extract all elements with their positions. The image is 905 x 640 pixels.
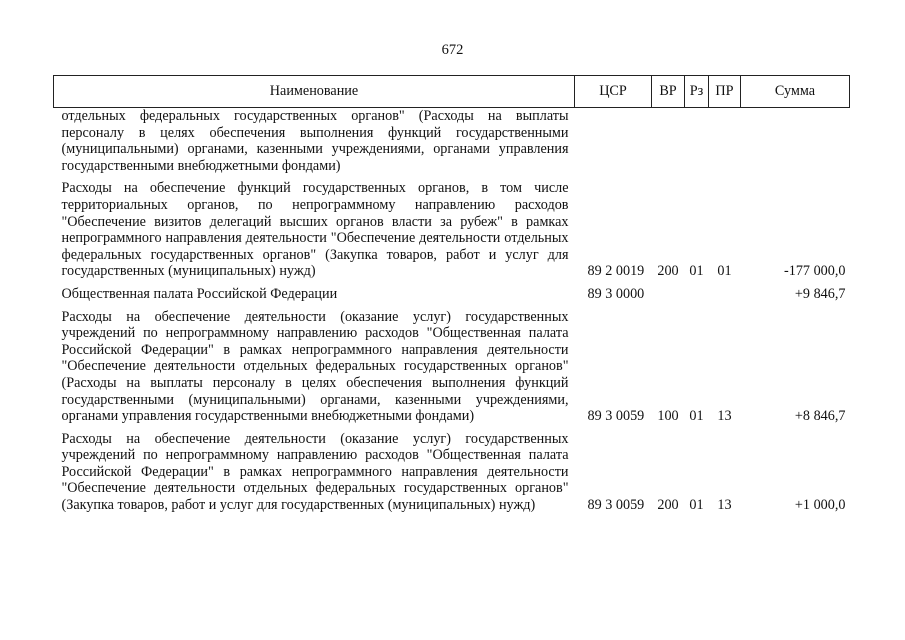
row-name: отдельных федеральных государственных органов" (Расходы на выплаты персоналу в целях обеспечения выполнения функций государственными (муниципальными) органами, казенными учреждениями, органами управления государственными внебюджетными фондами) <box>61 108 569 174</box>
table-row <box>54 280 850 303</box>
row-rz: 01 <box>689 497 704 514</box>
row-rz <box>685 280 709 303</box>
row-sum: +8 846,7 <box>794 408 846 425</box>
row-vr <box>652 108 685 175</box>
row-sum <box>741 108 850 175</box>
row-name: Общественная палата Российской Федерации <box>61 285 338 302</box>
row-vr: 200 <box>657 263 679 280</box>
row-pr <box>709 108 741 175</box>
page-number: 672 <box>441 42 464 58</box>
row-rz: 01 <box>689 408 704 425</box>
row-csr: 89 2 0019 <box>587 263 645 280</box>
row-csr <box>575 108 652 175</box>
row-rz <box>685 108 709 175</box>
row-sum: +1 000,0 <box>794 497 846 514</box>
row-sum: -177 000,0 <box>784 263 846 280</box>
table-header-row <box>54 76 850 108</box>
table-row <box>54 425 850 514</box>
row-name: Расходы на обеспечение функций государственных органов, в том числе территориальных органов, по непрограммному направлению расходов "Обеспечение визитов делегаций высших органов власти за рубеж" в рамках непрограммного направления деятельности "Обеспечение деятельности отдельных федеральных государственных органов" (Закупка товаров, работ и услуг для государственных (муниципальных) нужд) <box>61 180 569 280</box>
row-csr: 89 3 0059 <box>587 497 645 514</box>
header-pr: ПР <box>709 76 741 108</box>
row-pr: 01 <box>717 263 732 280</box>
table-row <box>54 108 850 175</box>
row-vr: 100 <box>657 408 679 425</box>
header-rz: Рз <box>685 76 709 108</box>
budget-table <box>53 75 850 514</box>
table-row <box>54 174 850 280</box>
row-name: Расходы на обеспечение деятельности (оказание услуг) государственных учреждений по непрограммному направлению расходов "Общественная палата Российской Федерации" в рамках непрограммного направления деятельности "Обеспечение деятельности отдельных федеральных государственных органов" (Закупка товаров, работ и услуг для государственных (муниципальных) нужд) <box>61 430 569 514</box>
header-sum: Сумма <box>741 76 850 108</box>
row-rz: 01 <box>689 263 704 280</box>
row-vr: 200 <box>657 497 679 514</box>
table-row <box>54 303 850 425</box>
row-csr: 89 3 0000 <box>587 285 645 302</box>
row-sum: +9 846,7 <box>794 285 846 302</box>
row-pr: 13 <box>717 497 732 514</box>
row-pr: 13 <box>717 408 732 425</box>
row-pr <box>709 280 741 303</box>
row-csr: 89 3 0059 <box>587 408 645 425</box>
row-name: Расходы на обеспечение деятельности (оказание услуг) государственных учреждений по непрограммному направлению расходов "Общественная палата Российской Федерации" в рамках непрограммного направления деятельности "Обеспечение деятельности отдельных федеральных государственных органов" (Расходы на выплаты персоналу в целях обеспечения выполнения функций государственными (муниципальными) органами, казенными учреждениями, органами управления государственными внебюджетными фондами) <box>61 308 569 425</box>
row-vr <box>652 280 685 303</box>
header-name: Наименование <box>54 76 575 108</box>
header-csr: ЦСР <box>575 76 652 108</box>
header-vr: ВР <box>652 76 685 108</box>
